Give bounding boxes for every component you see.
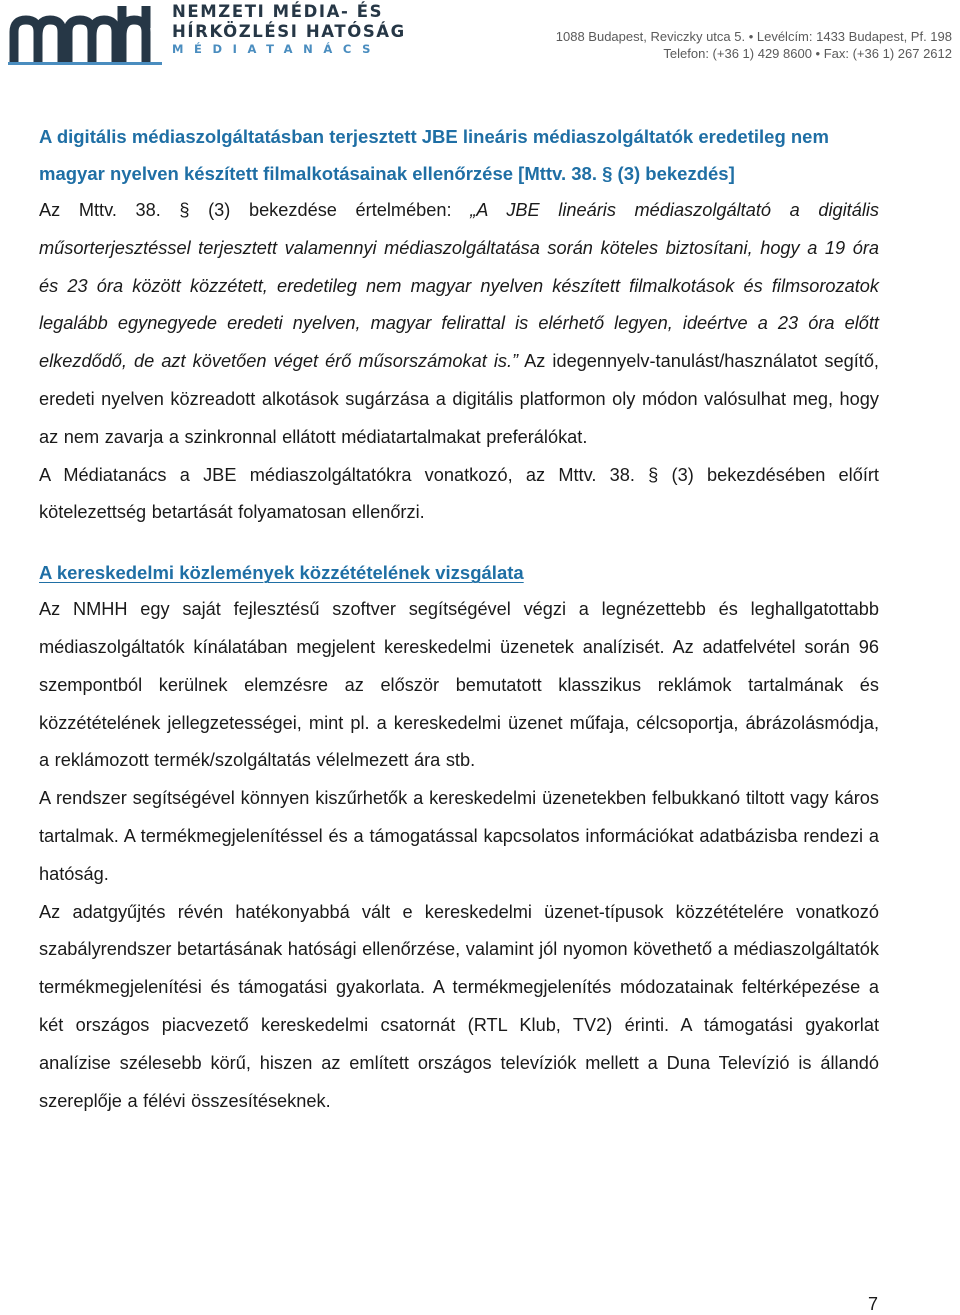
paragraph-data-collection: Az adatgyűjtés révén hatékonyabbá vált e kereskedelmi üzenet-típusok közzétételére vonatkozó szabályrendszer betartásának hatósági ellenőrzése, valamint jól nyomon követhető a médiaszolgáltatók termékmegjelenítési és támogatási gyakorlata. A termékmegjelenítés módozatainak feltérképezése a két országos piacvezető kereskedelmi csatornát (RTL Klub, TV2) érinti. A támogatási gyakorlat analízise szélesebb körű, hiszen az említett országos televíziók mellett a Duna Televízió is állandó szereplője a félévi összesítéseknek. bbox=[39, 901, 879, 1111]
org-subtitle: MÉDIATANÁCS bbox=[172, 42, 382, 56]
organization-name bbox=[172, 4, 406, 56]
paragraph-rest: Az idegennyelv-tanulást/használatot segítő, eredeti nyelven közreadott alkotások sugárzása a digitális platformon oly módon valósulhat meg, hogy az nem zavarja a szinkronnal ellátott médiatartalmakat preferálókat. bbox=[39, 351, 879, 447]
org-name-line1: NEMZETI MÉDIA- ÉS bbox=[172, 2, 384, 21]
paragraph-monitoring: A Médiatanács a JBE médiaszolgáltatókra vonatkozó, az Mttv. 38. § (3) bekezdésében előírt kötelezettség betartását folyamatosan ellenőrzi. bbox=[39, 464, 879, 523]
paragraph-intro: Az Mttv. 38. § (3) bekezdése értelmében: bbox=[39, 200, 471, 220]
contact-address bbox=[556, 28, 952, 62]
paragraph-mttv-quote bbox=[39, 192, 879, 457]
address-line: 1088 Budapest, Reviczky utca 5. • Levélcím: 1433 Budapest, Pf. 198 bbox=[555, 29, 952, 44]
paragraph-system: A rendszer segítségével könnyen kiszűrhetők a kereskedelmi üzenetekben felbukkanó tiltott vagy káros tartalmak. A termékmegjelenítéssel és a támogatással kapcsolatos információkat adatbázisba rendezi a hatóság. bbox=[39, 788, 879, 884]
letterhead bbox=[0, 0, 960, 78]
section-heading-jbe: A digitális médiaszolgáltatásban terjesztett JBE lineáris médiaszolgáltatók eredetileg nem magyar nyelven készített filmalkotásainak ellenőrzése [Mttv. 38. § (3) bekezdés] bbox=[39, 126, 829, 184]
org-name-line2: HÍRKÖZLÉSI HATÓSÁG bbox=[172, 21, 406, 41]
section-heading-commercial: A kereskedelmi közlemények közzétételének vizsgálata bbox=[39, 562, 524, 584]
paragraph-software: Az NMHH egy saját fejlesztésű szoftver segítségével végzi a legnézettebb és leghallgatottabb médiaszolgáltatók kínálatában megjelent kereskedelmi üzenetek analízisét. Az adatfelvétel során 96 szempontból kerülnek elemzésre az először bemutatott klasszikus reklámok tartalmának és közzétételének jellegzetességei, mint pl. a kereskedelmi üzenet műfaja, célcsoportja, ábrázolásmódja, a reklámozott termék/szolgáltatás vélelmezett ára stb. bbox=[39, 599, 879, 771]
nmhh-logo-icon bbox=[6, 2, 166, 73]
document-body bbox=[39, 118, 879, 1120]
phone-fax-line: Telefon: (+36 1) 429 8600 • Fax: (+36 1) 267 2612 bbox=[663, 46, 952, 61]
page-number: 7 bbox=[867, 1294, 878, 1314]
law-quote: „A JBE lineáris médiaszolgáltató a digitális műsorterjesztéssel terjesztett valamennyi médiaszolgáltatása során köteles biztosítani, hogy a 19 óra és 23 óra között közzétett, eredetileg nem magyar nyelven készített filmalkotások és filmsorozatok legalább egynegyede eredeti nyelven, magyar felirattal is elérhető legyen, ideértve a 23 óra előtt elkezdődő, de azt követően véget érő műsorszámokat is.” bbox=[39, 200, 879, 372]
